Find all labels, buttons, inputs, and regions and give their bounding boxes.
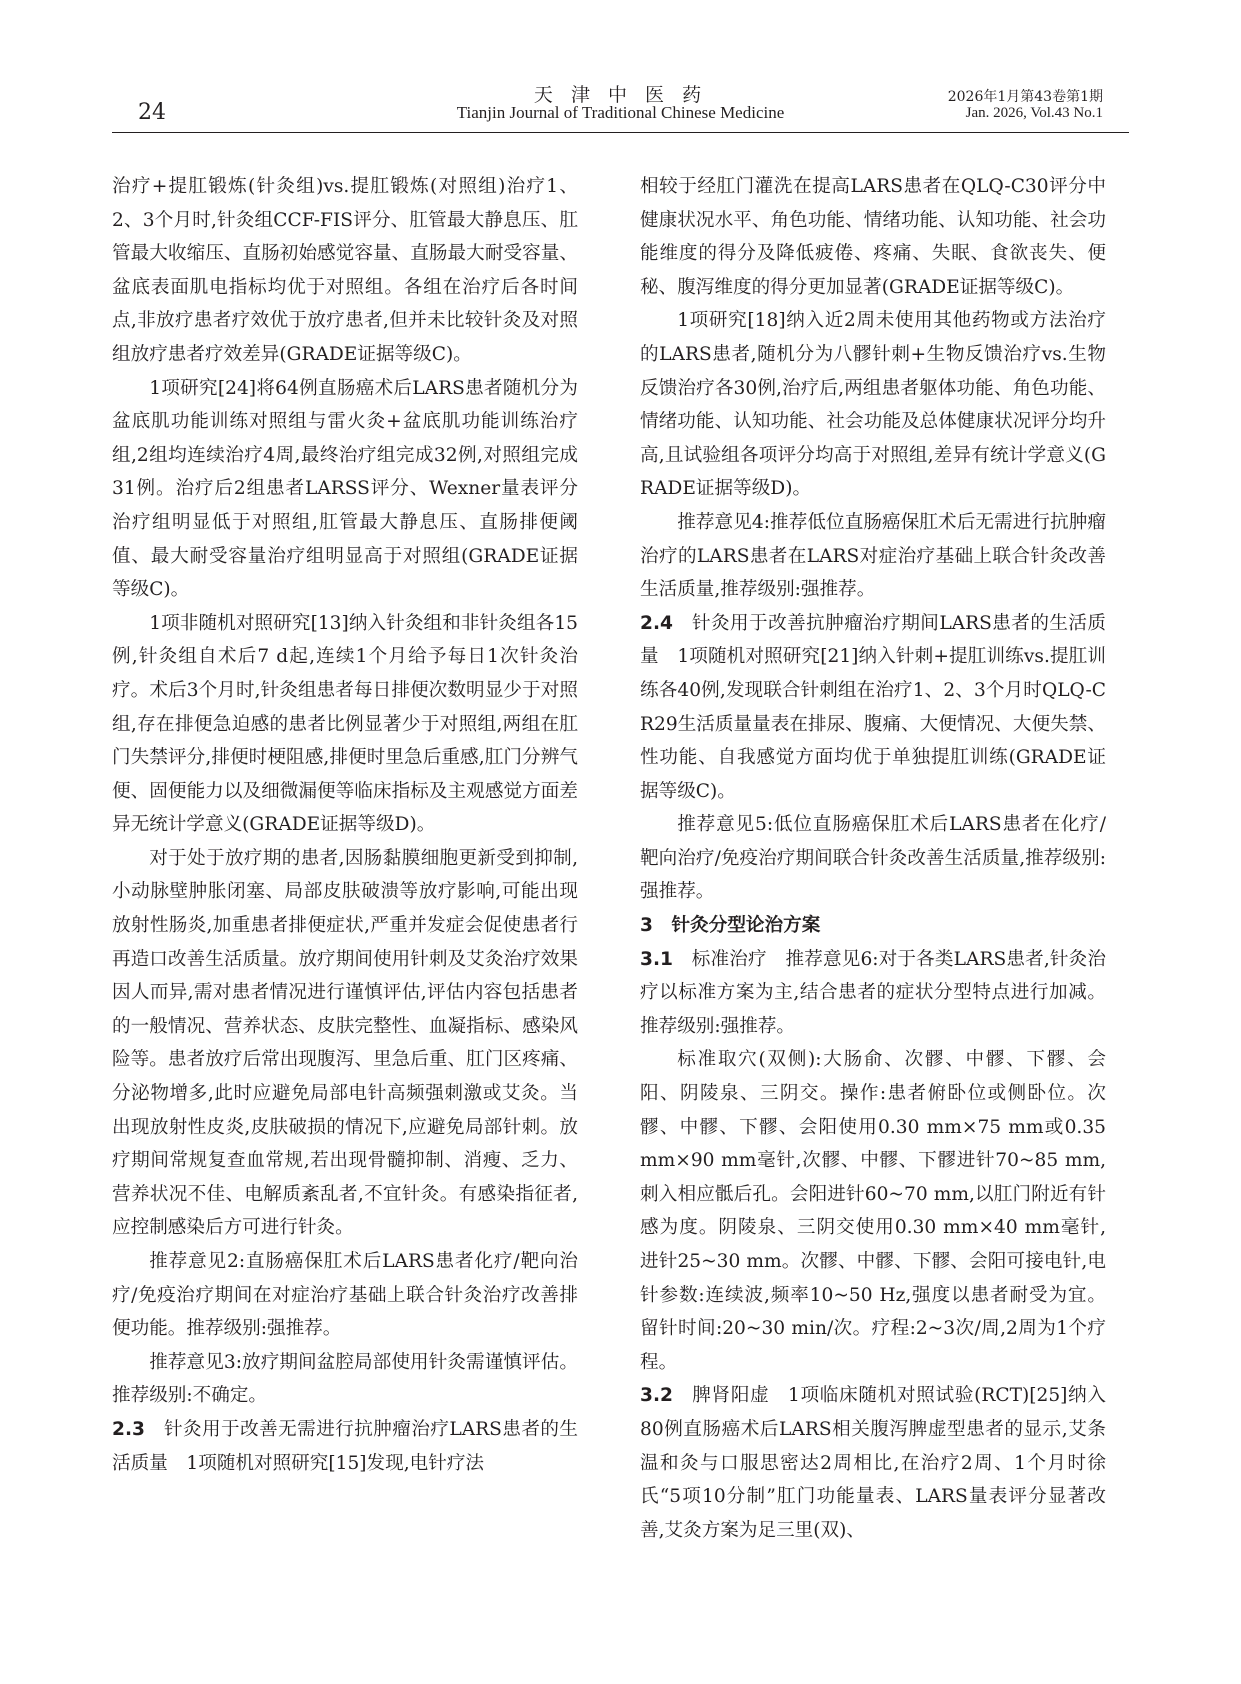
section-text: 1项随机对照研究[15]发现,电针疗法 — [186, 1452, 485, 1474]
section-title: 针灸用于改善抗肿瘤治疗期间LARS患者的生活质量 — [640, 612, 1106, 668]
section-text: 1项随机对照研究[21]纳入针刺+提肛训练vs.提肛训练各40例,发现联合针刺组在治疗1、2、3个月时QLQ-CR29生活质量量表在排尿、腹痛、大便情况、大便失禁、性功能、自我感觉方面均优于单独提肛训练(GRADE证据等级C)。 — [640, 646, 1106, 802]
section-number: 3.1 — [640, 948, 673, 970]
section-3-1 — [640, 943, 1106, 1044]
recommendation-2: 推荐意见2:直肠癌保肛术后LARS患者化疗/靶向治疗/免疫治疗期间在对症治疗基础上联合针灸治疗改善排便功能。推荐级别:强推荐。 — [112, 1251, 578, 1340]
section-number: 2.4 — [640, 612, 673, 634]
page-header — [0, 0, 1241, 130]
section-number: 3.2 — [640, 1385, 673, 1407]
issue-info-en: Jan. 2026, Vol.43 No.1 — [965, 105, 1103, 121]
journal-title-en: Tianjin Journal of Traditional Chinese Medicine — [456, 103, 785, 122]
section-number: 3 — [640, 915, 653, 937]
section-text: 推荐意见6:对于各类LARS患者,针灸治疗以标准方案为主,结合患者的症状分型特点进行加减。推荐级别:强推荐。 — [640, 948, 1106, 1037]
section-3-heading — [640, 909, 1106, 943]
recommendation-3: 推荐意见3:放疗期间盆腔局部使用针灸需谨慎评估。推荐级别:不确定。 — [112, 1351, 578, 1407]
header-rule — [112, 132, 1129, 133]
section-title: 针灸用于改善无需进行抗肿瘤治疗LARS患者的生活质量 — [112, 1418, 578, 1474]
section-2-3 — [112, 1413, 578, 1480]
paragraph: 1项研究[24]将64例直肠癌术后LARS患者随机分为盆底肌功能训练对照组与雷火灸+盆底肌功能训练治疗组,2组均连续治疗4周,最终治疗组完成32例,对照组完成31例。治疗后2组患者LARSS评分、Wexner量表评分治疗组明显低于对照组,肛管最大静息压、直肠排便阈值、最大耐受容量治疗组明显高于对照组(GRADE证据等级C)。 — [112, 377, 578, 601]
recommendation-5: 推荐意见5:低位直肠癌保肛术后LARS患者在化疗/靶向治疗/免疫治疗期间联合针灸改善生活质量,推荐级别:强推荐。 — [640, 814, 1106, 903]
section-title: 脾肾阳虚 — [691, 1385, 770, 1407]
left-column — [112, 170, 578, 1650]
recommendation-4: 推荐意见4:推荐低位直肠癌保肛术后无需进行抗肿瘤治疗的LARS患者在LARS对症治疗基础上联合针灸改善生活质量,推荐级别:强推荐。 — [640, 511, 1106, 601]
page-number: 24 — [138, 100, 166, 125]
section-title: 标准治疗 — [691, 948, 767, 970]
section-number: 2.3 — [112, 1418, 145, 1440]
section-3-2 — [640, 1379, 1106, 1547]
section-2-4 — [640, 607, 1106, 809]
paragraph: 1项非随机对照研究[13]纳入针灸组和非针灸组各15例,针灸组自术后7 d起,连续1个月给予每日1次针灸治疗。术后3个月时,针灸组患者每日排便次数明显少于对照组,存在排便急迫感的患者比例显著少于对照组,两组在肛门失禁评分,排便时梗阻感,排便时里急后重感,肛门分辨气便、固便能力以及细微漏便等临床指标及主观感觉方面差异无统计学意义(GRADE证据等级D)。 — [112, 612, 578, 836]
issue-info-cn: 2026年1月第43卷第1期 — [947, 89, 1103, 105]
journal-title-cn: 天 津 中 医 药 — [533, 84, 708, 106]
right-column — [640, 170, 1106, 1650]
paragraph: 相较于经肛门灌洗在提高LARS患者在QLQ-C30评分中健康状况水平、角色功能、情绪功能、认知功能、社会功能维度的得分及降低疲倦、疼痛、失眠、食欲丧失、便秘、腹泻维度的得分更加显著(GRADE证据等级C)。 — [640, 176, 1106, 298]
paragraph: 治疗+提肛锻炼(针灸组)vs.提肛锻炼(对照组)治疗1、2、3个月时,针灸组CCF-FIS评分、肛管最大静息压、肛管最大收缩压、直肠初始感觉容量、直肠最大耐受容量、盆底表面肌电指标均优于对照组。各组在治疗后各时间点,非放疗患者疗效优于放疗患者,但并未比较针灸及对照组放疗患者疗效差异(GRADE证据等级C)。 — [112, 176, 578, 365]
paragraph: 1项研究[18]纳入近2周未使用其他药物或方法治疗的LARS患者,随机分为八髎针刺+生物反馈治疗vs.生物反馈治疗各30例,治疗后,两组患者躯体功能、角色功能、情绪功能、认知功能、社会功能及总体健康状况评分均升高,且试验组各项评分均高于对照组,差异有统计学意义(GRADE证据等级D)。 — [640, 310, 1106, 500]
section-text: 1项临床随机对照试验(RCT)[25]纳入80例直肠癌术后LARS相关腹泻脾虚型患者的显示,艾条温和灸与口服思密达2周相比,在治疗2周、1个月时徐氏“5项10分制”肛门功能量表、LARS量表评分显著改善,艾灸方案为足三里(双)、 — [640, 1385, 1106, 1541]
paragraph: 标准取穴(双侧):大肠俞、次髎、中髎、下髎、会阳、阴陵泉、三阴交。操作:患者俯卧位或侧卧位。次髎、中髎、下髎、会阳使用0.30 mm×75 mm或0.35 mm×90 mm毫针,次髎、中髎、下髎进针70~85 mm,刺入相应骶后孔。会阳进针60~70 mm,以肛门附近有针感为度。阴陵泉、三阴交使用0.30 mm×40 mm毫针,进针25~30 mm。次髎、中髎、下髎、会阳可接电针,电针参数:连续波,频率10~50 Hz,强度以患者耐受为宜。留针时间:20~30 min/次。疗程:2~3次/周,2周为1个疗程。 — [640, 1049, 1106, 1373]
section-title: 针灸分型论治方案 — [671, 915, 821, 937]
paragraph: 对于处于放疗期的患者,因肠黏膜细胞更新受到抑制,小动脉壁肿胀闭塞、局部皮肤破溃等放疗影响,可能出现放射性肠炎,加重患者排便症状,严重并发症会促使患者行再造口改善生活质量。放疗期间使用针刺及艾灸治疗效果因人而异,需对患者情况进行谨慎评估,评估内容包括患者的一般情况、营养状态、皮肤完整性、血凝指标、感染风险等。患者放疗后常出现腹泻、里急后重、肛门区疼痛、分泌物增多,此时应避免局部电针高频强刺激或艾灸。当出现放射性皮炎,皮肤破损的情况下,应避免局部针刺。放疗期间常规复查血常规,若出现骨髓抑制、消瘦、乏力、营养状况不佳、电解质紊乱者,不宜针灸。有感染指征者,应控制感染后方可进行针灸。 — [112, 847, 578, 1239]
